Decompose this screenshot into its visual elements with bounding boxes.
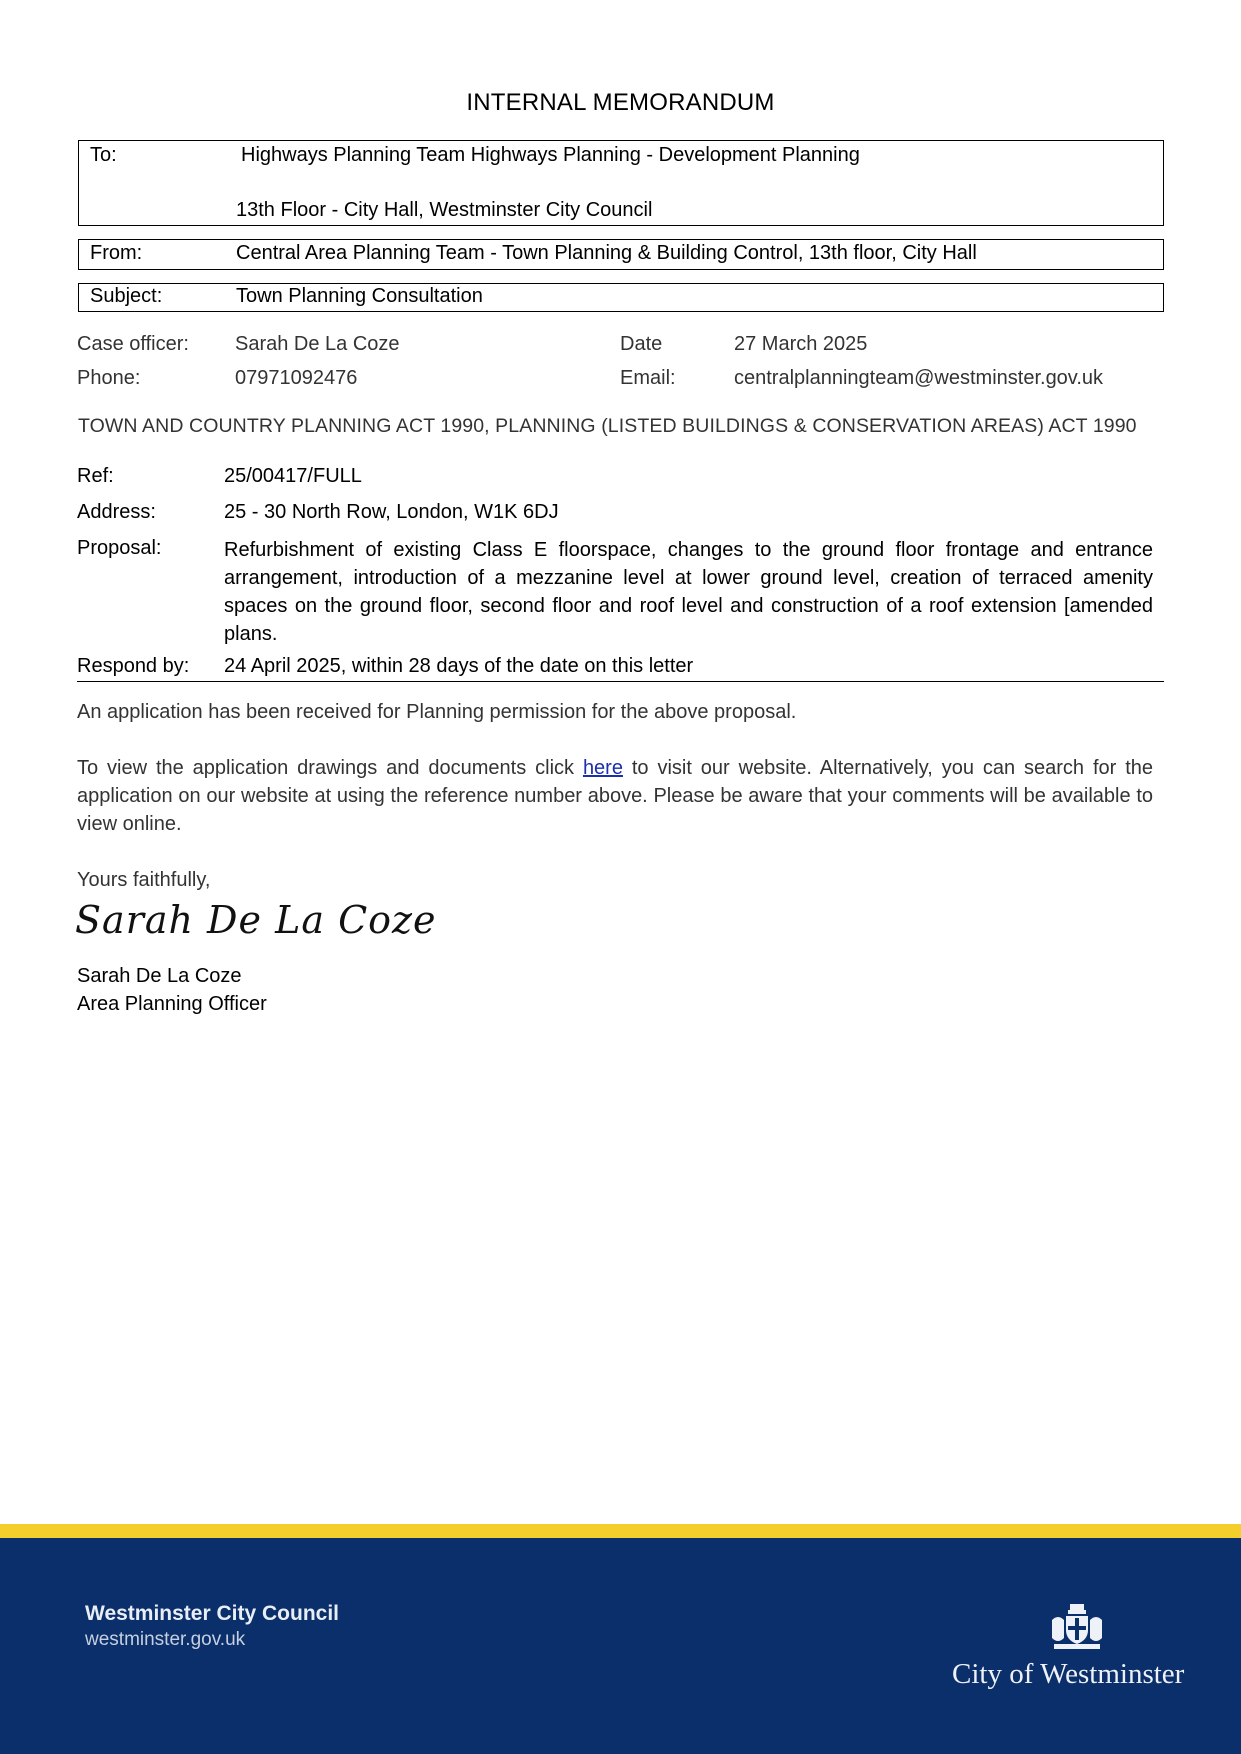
city-crest-icon <box>1048 1602 1106 1652</box>
phone-label: Phone: <box>77 367 141 389</box>
closing: Yours faithfully, <box>77 869 211 891</box>
ref-value: 25/00417/FULL <box>224 465 362 487</box>
signer-name: Sarah De La Coze <box>77 965 242 987</box>
respond-by-value: 24 April 2025, within 28 days of the date on this letter <box>224 655 694 677</box>
footer-accent-band <box>0 1524 1241 1538</box>
footer <box>0 1538 1241 1754</box>
to-box <box>78 140 1164 226</box>
from-label: From: <box>90 242 143 264</box>
divider <box>77 681 1164 682</box>
ref-label: Ref: <box>77 465 114 487</box>
address-label: Address: <box>77 501 156 523</box>
date-label: Date <box>620 333 663 355</box>
intro-paragraph: An application has been received for Planning permission for the above proposal. <box>77 701 797 723</box>
subject-box <box>78 283 1164 312</box>
case-officer-label: Case officer: <box>77 333 189 355</box>
case-officer-value: Sarah De La Coze <box>235 333 400 355</box>
footer-council-name: Westminster City Council <box>85 1602 339 1625</box>
website-link[interactable]: here <box>582 757 623 779</box>
to-location: 13th Floor - City Hall, Westminster City Council <box>236 199 653 221</box>
proposal-label: Proposal: <box>77 537 162 559</box>
footer-website[interactable]: westminster.gov.uk <box>85 1629 246 1650</box>
respond-by-label: Respond by: <box>77 655 190 677</box>
address-value: 25 - 30 North Row, London, W1K 6DJ <box>224 501 559 523</box>
email-value[interactable]: centralplanningteam@westminster.gov.uk <box>734 367 1104 389</box>
subject-label: Subject: <box>90 285 163 307</box>
handwritten-signature: Sarah De La Coze <box>75 898 437 942</box>
to-recipient: Highways Planning Team Highways Planning - Development Planning <box>241 144 860 166</box>
date-value: 27 March 2025 <box>734 333 868 355</box>
subject-value: Town Planning Consultation <box>236 285 483 307</box>
email-label: Email: <box>620 367 676 389</box>
phone-value: 07971092476 <box>235 367 358 389</box>
instructions-text-end: to visit our website. Alternatively, you can search for the application on our website at using the reference number above. Please be aware that your comments will be available to view online. <box>77 757 1153 835</box>
proposal-value: Refurbishment of existing Class E floorspace, changes to the ground floor frontage and entrance arrangement, introduction of a mezzanine level at lower ground level, creation of terraced amenity spaces on the ground floor, second floor and roof level and construction of a roof extension [amended plans. <box>224 539 1153 645</box>
instructions-paragraph <box>77 754 1153 838</box>
from-box <box>78 239 1164 270</box>
to-label: To: <box>90 144 117 166</box>
act-heading: TOWN AND COUNTRY PLANNING ACT 1990, PLANNING (LISTED BUILDINGS & CONSERVATION AREAS) ACT 1990 <box>78 415 1137 437</box>
city-of-westminster-logo: City of Westminster <box>952 1658 1185 1690</box>
from-value: Central Area Planning Team - Town Planning & Building Control, 13th floor, City Hall <box>236 242 977 264</box>
signer-role: Area Planning Officer <box>77 993 267 1015</box>
instructions-text-start: To view the application drawings and documents click <box>77 757 583 779</box>
page-title: INTERNAL MEMORANDUM <box>466 89 775 116</box>
